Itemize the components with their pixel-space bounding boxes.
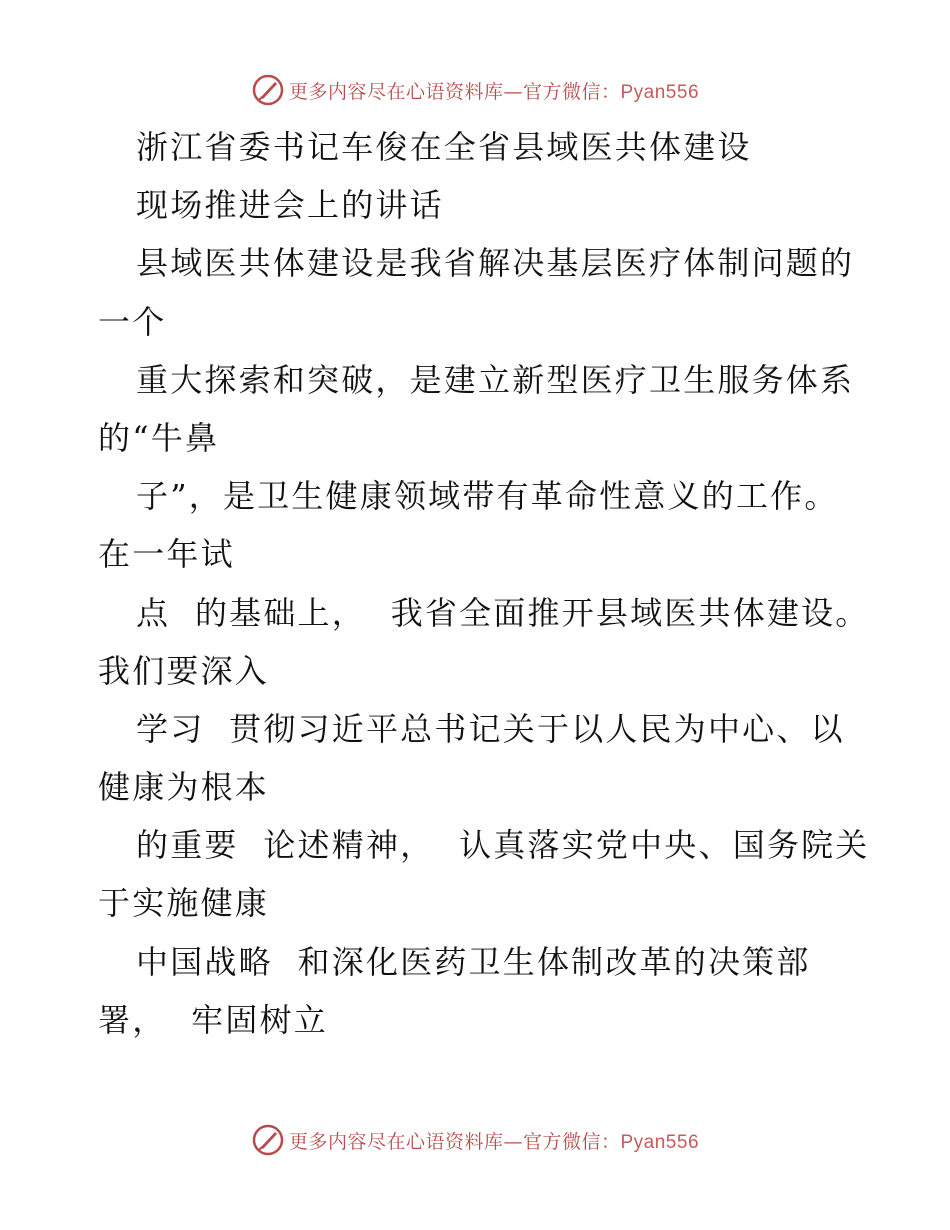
text-line: 重大探索和突破，是建立新型医疗卫生服务体系: [136, 360, 855, 399]
text-line: 的“牛鼻: [98, 418, 220, 457]
text-line: 子”，是卫生健康领域带有革命性意义的工作。: [136, 477, 839, 516]
watermark-handle: Pyan556: [620, 1131, 700, 1153]
text-line: 的重要 论述精神， 认真落实党中央、国务院关: [136, 826, 870, 865]
watermark-text: 更多内容尽在心语资料库—官方微信：Pyan556: [288, 80, 700, 103]
text-line: 中国战略 和深化医药卫生体制改革的决策部: [136, 942, 811, 981]
document-body: [98, 118, 870, 1049]
text-line: 健康为根本: [98, 768, 270, 807]
text-line: 现场推进会上的讲话: [136, 186, 444, 225]
text-line: 县域医共体建设是我省解决基层医疗体制问题的: [136, 244, 855, 283]
text-line: 署， 牢固树立: [98, 1000, 328, 1039]
quill-logo-icon: [251, 73, 285, 107]
text-line: 在一年试: [98, 535, 235, 574]
watermark-text: 更多内容尽在心语资料库—官方微信：Pyan556: [288, 1130, 700, 1153]
quill-logo-icon: [251, 1123, 285, 1157]
watermark-handle: Pyan556: [620, 81, 700, 103]
watermark-footer: [0, 1120, 950, 1160]
text-line: 我们要深入: [98, 651, 270, 690]
watermark-header: [0, 70, 950, 110]
text-line: 学习 贯彻习近平总书记关于以人民为中心、以: [136, 709, 845, 748]
text-line: 一个: [98, 302, 167, 341]
text-line: 点 的基础上， 我省全面推开县域医共体建设。: [136, 593, 870, 632]
text-line: 浙江省委书记车俊在全省县域医共体建设: [136, 128, 752, 166]
text-line: 于实施健康: [98, 884, 270, 923]
